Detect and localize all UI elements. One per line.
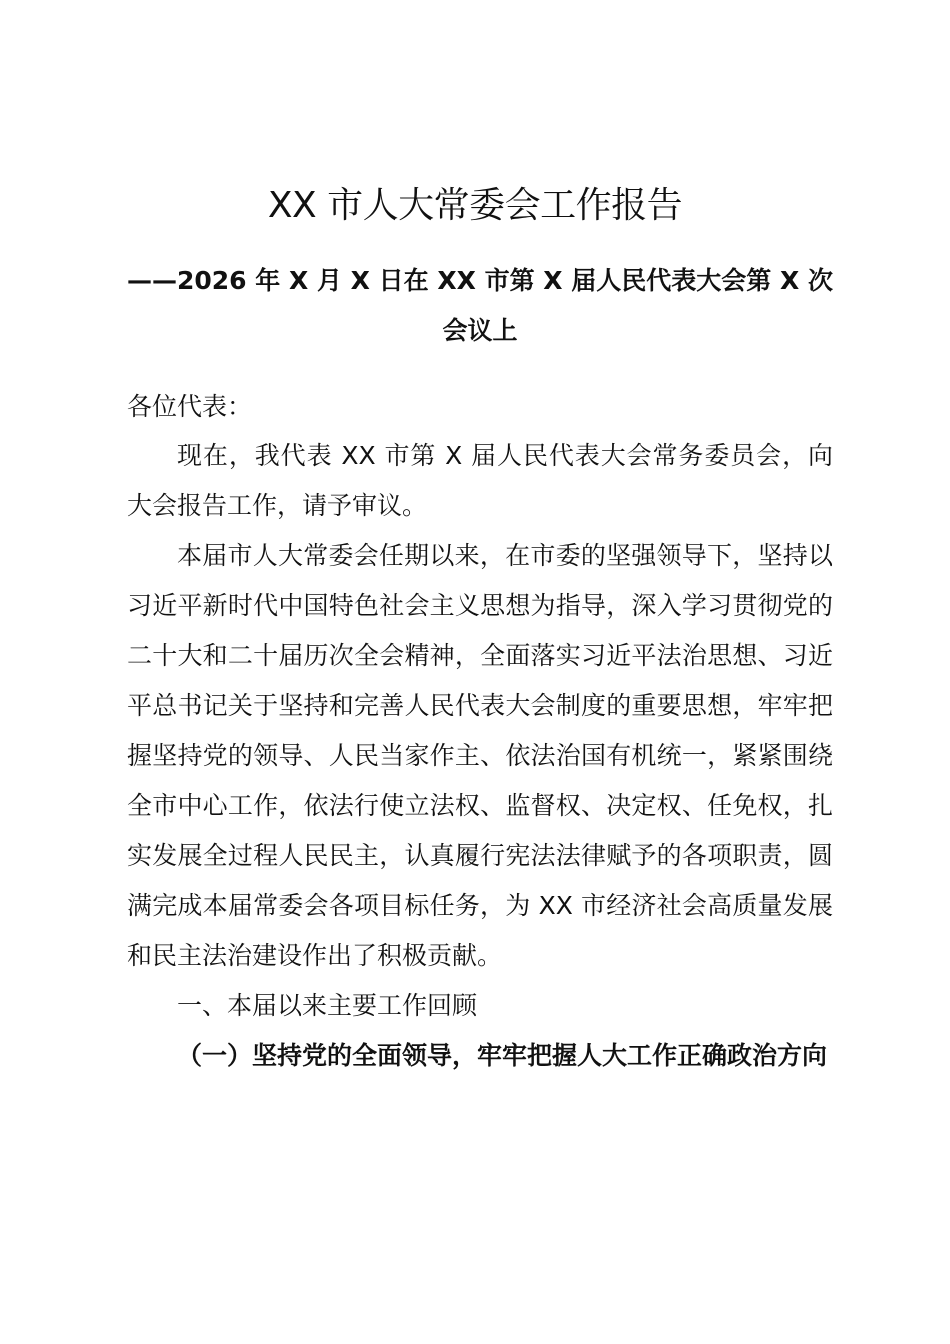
document-title: XX 市人大常委会工作报告 <box>267 185 683 226</box>
paragraph-summary: 本届市人大常委会任期以来，在市委的坚强领导下，坚持以习近平新时代中国特色社会主义思想为指导，深入学习贯彻党的二十大和二十届历次全会精神，全面落实习近平法治思想、习近平总书记关于坚持和完善人民代表大会制度的重要思想，牢牢把握坚持党的领导、人民当家作主、依法治国有机统一，紧紧围绕全市中心工作，依法行使立法权、监督权、决定权、任免权，扎实发展全过程人民民主，认真履行宪法法律赋予的各项职责，圆满完成本届常委会各项目标任务，为 XX 市经济社会高质量发展和民主法治建设作出了积极贡献。 <box>127 541 833 970</box>
section-heading: 一、本届以来主要工作回顾 <box>177 991 478 1020</box>
document-subtitle: ——2026 年 X 月 X 日在 XX 市第 X 届人民代表大会第 X 次会议上 <box>127 266 833 345</box>
salutation: 各位代表： <box>127 392 253 421</box>
subsection-heading: （一）坚持党的全面领导，牢牢把握人大工作正确政治方向 <box>177 1041 828 1070</box>
paragraph-intro: 现在，我代表 XX 市第 X 届人民代表大会常务委员会，向大会报告工作，请予审议。 <box>127 441 833 520</box>
